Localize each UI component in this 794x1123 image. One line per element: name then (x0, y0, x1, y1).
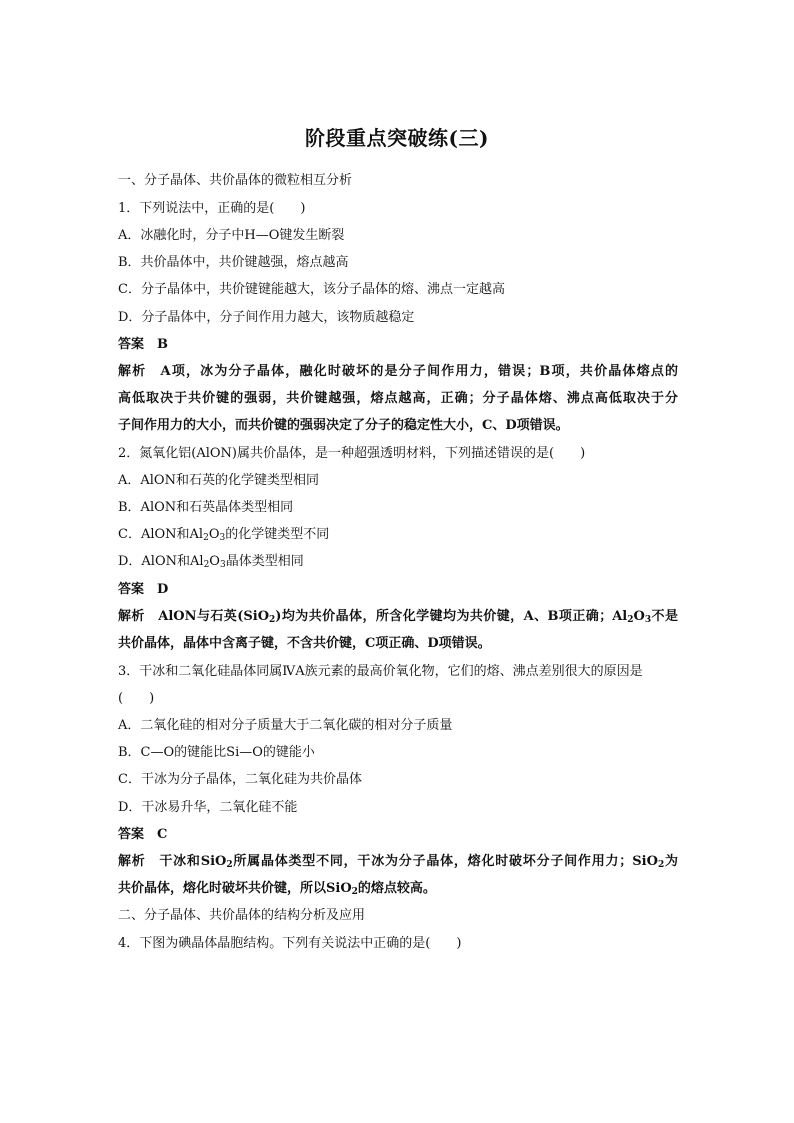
question-1-option-b: B．共价晶体中，共价键越强，熔点越高 (118, 255, 349, 270)
question-1-analysis-line-1: 解析 A项，冰为分子晶体，融化时破坏的是分子间作用力，错误；B项，共价晶体熔点的 (118, 364, 678, 379)
question-3-option-a: A．二氧化硅的相对分子质量大于二氧化碳的相对分子质量 (118, 718, 453, 733)
question-3-option-d: D．干冰易升华，二氧化硅不能 (118, 800, 298, 815)
question-2-analysis-line-1: 解析 AlON与石英(SiO$_2$)均为共价晶体，所含化学键均为共价键，A、B项正确；$Al_2O_3$不是 (118, 609, 678, 625)
question-1-stem: 1．下列说法中，正确的是( ) (118, 201, 306, 216)
question-3-analysis-line-2: 共价晶体，熔化时破坏共价键，所以SiO$_2$的熔点较高。 (118, 881, 436, 897)
question-2-stem: 2．氮氧化铝(AlON)属共价晶体，是一种超强透明材料，下列描述错误的是( ) (118, 446, 586, 461)
question-4-stem: 4．下图为碘晶体晶胞结构。下列有关说法中正确的是( ) (118, 936, 462, 951)
question-2-option-d: D．AlON和$Al_2O_3$晶体类型相同 (118, 554, 304, 570)
question-3-analysis-line-1: 解析 干冰和SiO$_2$所属晶体类型不同，干冰为分子晶体，熔化时破坏分子间作用力；SiO$_2$为 (118, 854, 678, 870)
question-1-option-a: A．冰融化时，分子中H—O键发生断裂 (118, 228, 345, 243)
question-2-analysis-line-2: 共价晶体，晶体中含离子键，不含共价键，C项正确、D项错误。 (118, 636, 491, 651)
question-1-option-d: D．分子晶体中，分子间作用力越大，该物质越稳定 (118, 310, 415, 325)
question-1-answer: 答案 B (118, 337, 168, 352)
question-2-answer: 答案 D (118, 582, 169, 597)
section-heading-1: 一、分子晶体、共价晶体的微粒相互分析 (118, 173, 353, 188)
question-1-analysis-line-3: 子间作用力的大小，而共价键的强弱决定了分子的稳定性大小，C、D项错误。 (118, 418, 569, 433)
question-3-answer: 答案 C (118, 827, 168, 842)
question-3-stem-line-1: 3．干冰和二氧化硅晶体同属ⅣA族元素的最高价氧化物，它们的熔、沸点差别很大的原因是 (118, 664, 643, 679)
question-2-option-a: A．AlON和石英的化学键类型相同 (118, 473, 319, 488)
question-1-option-c: C．分子晶体中，共价键键能越大，该分子晶体的熔、沸点一定越高 (118, 282, 505, 297)
page-title: 阶段重点突破练(三) (305, 126, 489, 150)
section-heading-2: 二、分子晶体、共价晶体的结构分析及应用 (118, 908, 366, 923)
question-3-stem-line-2: ( ) (118, 691, 155, 706)
question-1-analysis-line-2: 高低取决于共价键的强弱，共价键越强，熔点越高，正确；分子晶体熔、沸点高低取决于分 (118, 391, 678, 406)
question-2-option-c: C．AlON和$Al_2O_3$的化学键类型不同 (118, 527, 330, 543)
question-3-option-c: C．干冰为分子晶体，二氧化硅为共价晶体 (118, 772, 362, 787)
question-2-option-b: B．AlON和石英晶体类型相同 (118, 500, 294, 515)
question-3-option-b: B．C—O的键能比Si—O的键能小 (118, 745, 315, 760)
